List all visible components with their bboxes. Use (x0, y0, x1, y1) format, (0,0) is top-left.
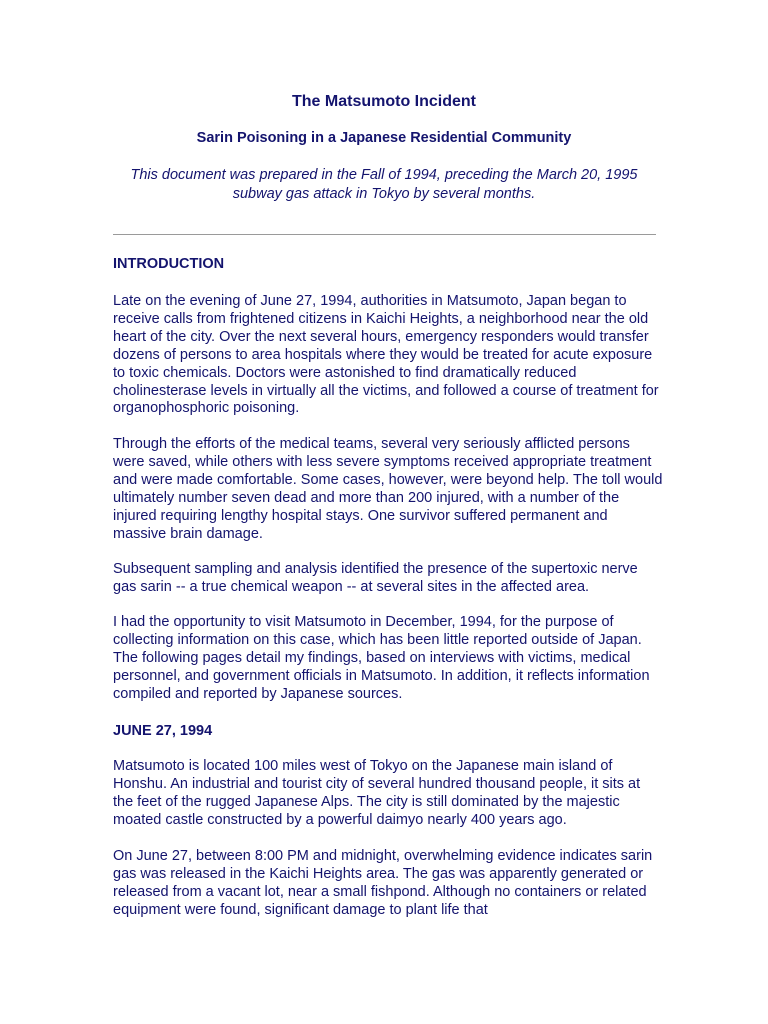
paragraph: Late on the evening of June 27, 1994, authorities in Matsumoto, Japan began to receive calls from frightened citizens in Kaichi Heights, a neighborhood near the old heart of the city. Over the next several hours, emergency responders would transfer dozens of persons to area hospitals where they would be treated for acute exposure to toxic chemicals. Doctors were astonished to find dramatically reduced cholinesterase levels in virtually all the victims, and followed a course of treatment for organophosphoric poisoning. (113, 293, 659, 417)
document-title: The Matsumoto Incident (292, 93, 476, 110)
paragraph: On June 27, between 8:00 PM and midnight, overwhelming evidence indicates sarin gas was released in the Kaichi Heights area. The gas was apparently generated or released from a vacant lot, near a small fishpond. Although no containers or related equipment were found, significant damage to plant life that (113, 848, 653, 918)
paragraph: I had the opportunity to visit Matsumoto in December, 1994, for the purpose of collecting information on this case, which has been little reported outside of Japan. The following pages detail my findings, based on interviews with victims, medical personnel, and government officials in Matsumoto. In addition, it reflects information compiled and reported by Japanese sources. (113, 614, 650, 702)
section-heading-june-27-1994: JUNE 27, 1994 (113, 723, 213, 739)
paragraph: Through the efforts of the medical teams, several very seriously afflicted persons were saved, while others with less severe symptoms received appropriate treatment and were made comfortable. Some cases, however, were beyond help. The toll would ultimately number seven dead and more than 200 injured, with a number of the injured requiring lengthy hospital stays. One survivor suffered permanent and massive brain damage. (113, 436, 663, 542)
section-heading-introduction: INTRODUCTION (113, 256, 225, 272)
preface-note: This document was prepared in the Fall of 1994, preceding the March 20, 1995 subway gas attack in Tokyo by several months. (130, 167, 638, 202)
paragraph: Subsequent sampling and analysis identified the presence of the supertoxic nerve gas sarin -- a true chemical weapon -- at several sites in the affected area. (113, 561, 638, 595)
horizontal-divider (113, 234, 656, 235)
document-subtitle: Sarin Poisoning in a Japanese Residential Community (196, 130, 572, 146)
paragraph: Matsumoto is located 100 miles west of Tokyo on the Japanese main island of Honshu. An industrial and tourist city of several hundred thousand people, it sits at the feet of the rugged Japanese Alps. The city is still dominated by the majestic moated castle constructed by a powerful daimyo nearly 400 years ago. (113, 758, 641, 828)
